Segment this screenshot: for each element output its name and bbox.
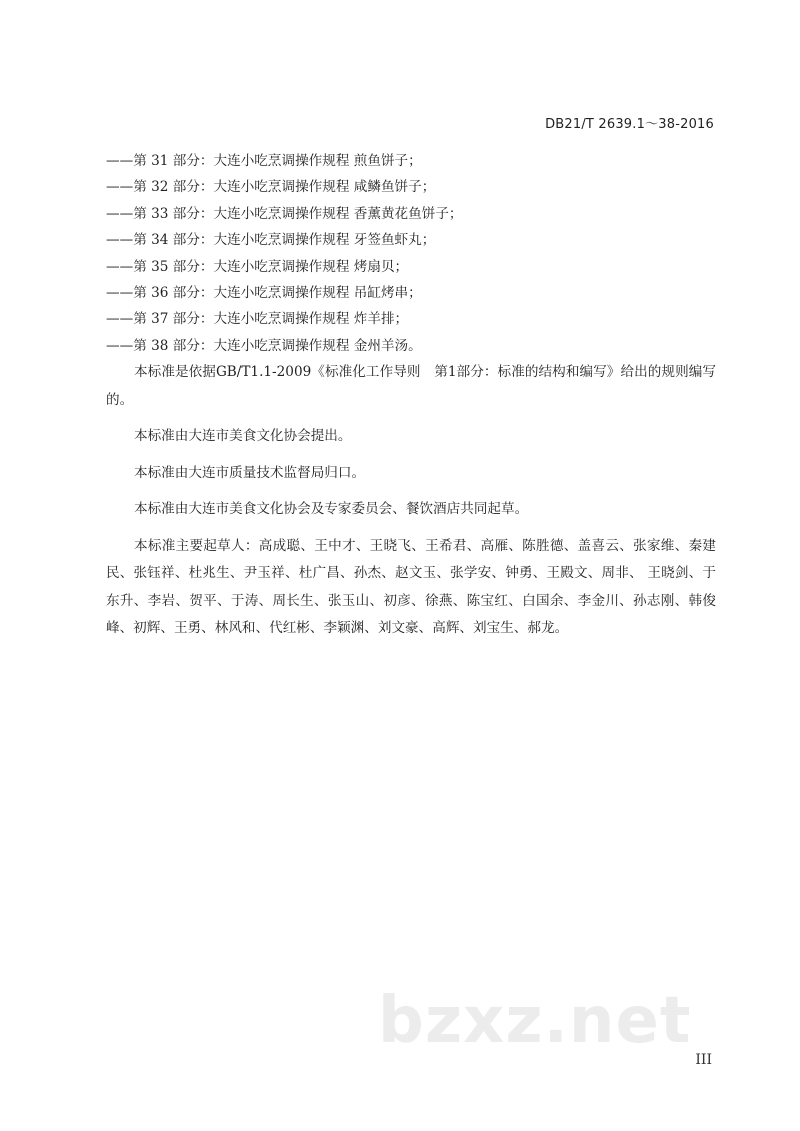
list-item: ——第 34 部分：大连小吃烹调操作规程 牙签鱼虾丸； — [106, 232, 436, 249]
proposed-by-paragraph: 本标准由大连市美食文化协会提出。 — [134, 428, 352, 445]
document-code: DB21/T 2639.1～38-2016 — [545, 117, 714, 132]
list-item: ——第 37 部分：大连小吃烹调操作规程 炸羊排； — [106, 311, 409, 328]
page-number: III — [695, 1052, 712, 1068]
document-body — [106, 148, 716, 652]
list-item: ——第 33 部分：大连小吃烹调操作规程 香薰黄花鱼饼子； — [106, 205, 463, 222]
list-item: ——第 38 部分：大连小吃烹调操作规程 金州羊汤。 — [106, 337, 422, 354]
parts-list — [106, 148, 716, 359]
list-item: ——第 31 部分：大连小吃烹调操作规程 煎鱼饼子； — [106, 153, 422, 169]
watermark: bzxz.net — [378, 984, 692, 1058]
managed-by-paragraph: 本标准由大连市质量技术监督局归口。 — [134, 464, 366, 481]
drafters-paragraph: 本标准主要起草人：高成聪、王中才、王晓飞、王希君、高雁、陈胜德、盖喜云、张家维、秦建民、张钰祥、杜兆生、尹玉祥、杜广昌、孙杰、赵文玉、张学安、钟勇、王殿文、周非、 王晓剑、于东升、李岩、贺平、于涛、周长生、张玉山、初彦、徐燕、陈宝红、白国余、李金川、孙志刚、韩俊峰、初辉、王勇、林风和、代红彬、李颖渊、刘文豪、高辉、刘宝生、郝龙。 — [106, 537, 716, 637]
drafted-by-paragraph: 本标准由大连市美食文化协会及专家委员会、餐饮酒店共同起草。 — [134, 501, 529, 518]
list-item: ——第 36 部分：大连小吃烹调操作规程 吊缸烤串； — [106, 284, 422, 301]
list-item: ——第 32 部分：大连小吃烹调操作规程 咸鳞鱼饼子； — [106, 179, 436, 196]
basis-paragraph: 本标准是依据GB/T1.1-2009《标准化工作导则 第1部分：标准的结构和编写》给出的规则编写的。 — [106, 364, 716, 408]
list-item: ——第 35 部分：大连小吃烹调操作规程 烤扇贝； — [106, 258, 409, 275]
